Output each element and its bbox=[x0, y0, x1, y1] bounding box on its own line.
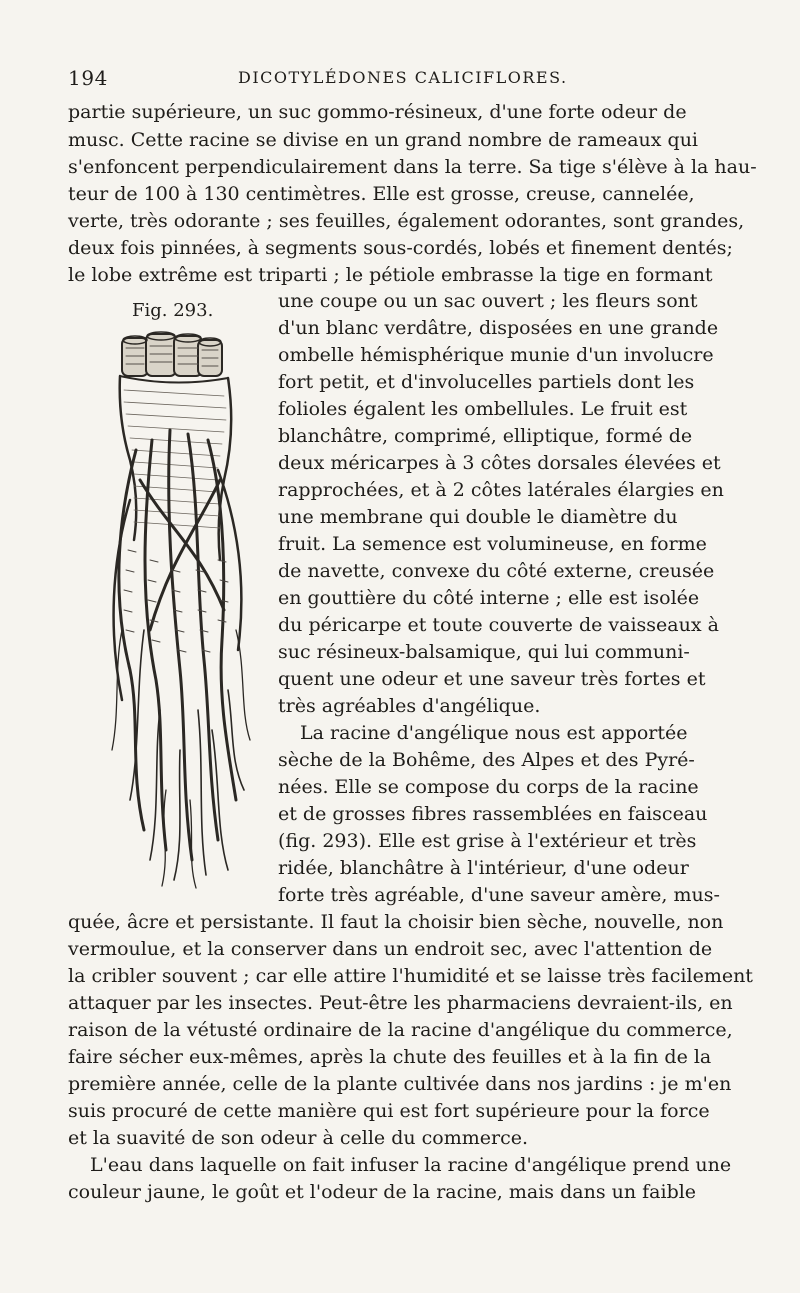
text-line: de navette, convexe du côté externe, creusée bbox=[278, 560, 715, 582]
text-line: (fig. 293). Elle est grise à l'extérieur et très bbox=[278, 830, 697, 852]
text-line: teur de 100 à 130 centimètres. Elle est grosse, creuse, cannelée, bbox=[68, 183, 695, 205]
text-line: L'eau dans laquelle on fait infuser la racine d'angélique prend une bbox=[90, 1154, 732, 1176]
text-line: très agréables d'angélique. bbox=[278, 695, 541, 717]
text-line: couleur jaune, le goût et l'odeur de la racine, mais dans un faible bbox=[68, 1181, 697, 1203]
text-line: vermoulue, et la conserver dans un endroit sec, avec l'attention de bbox=[68, 938, 713, 960]
text-line: d'un blanc verdâtre, disposées en une grande bbox=[278, 317, 719, 339]
text-line: La racine d'angélique nous est apportée bbox=[300, 722, 688, 744]
text-line: suc résineux-balsamique, qui lui communi- bbox=[278, 641, 690, 663]
text-line: une membrane qui double le diamètre du bbox=[278, 506, 678, 528]
angelica-root-illustration bbox=[100, 330, 260, 890]
text-line: le lobe extrême est triparti ; le pétiole embrasse la tige en formant bbox=[68, 264, 713, 286]
text-line: du péricarpe et toute couverte de vaisseaux à bbox=[278, 614, 719, 636]
running-title: DICOTYLÉDONES CALICIFLORES. bbox=[238, 68, 568, 87]
text-line: verte, très odorante ; ses feuilles, également odorantes, sont grandes, bbox=[68, 210, 745, 232]
text-line: et de grosses fibres rassemblées en faisceau bbox=[278, 803, 708, 825]
text-line: musc. Cette racine se divise en un grand nombre de rameaux qui bbox=[68, 129, 699, 151]
text-line: en gouttière du côté interne ; elle est isolée bbox=[278, 587, 700, 609]
text-line: forte très agréable, d'une saveur amère, mus- bbox=[278, 884, 720, 906]
text-line: deux méricarpes à 3 côtes dorsales élevées et bbox=[278, 452, 721, 474]
text-line: partie supérieure, un suc gommo-résineux, d'une forte odeur de bbox=[68, 101, 687, 123]
text-line: une coupe ou un sac ouvert ; les fleurs sont bbox=[278, 290, 698, 312]
text-line: première année, celle de la plante cultivée dans nos jardins : je m'en bbox=[68, 1073, 732, 1095]
text-line: folioles égalent les ombellules. Le fruit est bbox=[278, 398, 688, 420]
figure-293 bbox=[100, 300, 260, 890]
text-line: attaquer par les insectes. Peut-être les pharmaciens devraient-ils, en bbox=[68, 992, 733, 1014]
text-line: quée, âcre et persistante. Il faut la choisir bien sèche, nouvelle, non bbox=[68, 911, 724, 933]
text-line: nées. Elle se compose du corps de la racine bbox=[278, 776, 699, 798]
text-line: fort petit, et d'involucelles partiels dont les bbox=[278, 371, 695, 393]
text-line: et la suavité de son odeur à celle du commerce. bbox=[68, 1127, 529, 1149]
page-number: 194 bbox=[68, 66, 108, 90]
text-line: ombelle hémisphérique munie d'un involucre bbox=[278, 344, 714, 366]
text-line: sèche de la Bohême, des Alpes et des Pyré- bbox=[278, 749, 695, 771]
figure-label: Fig. 293. bbox=[132, 300, 214, 321]
text-line: rapprochées, et à 2 côtes latérales élargies en bbox=[278, 479, 724, 501]
text-line: s'enfoncent perpendiculairement dans la terre. Sa tige s'élève à la hau- bbox=[68, 156, 757, 178]
text-line: blanchâtre, comprimé, elliptique, formé de bbox=[278, 425, 693, 447]
text-line: suis procuré de cette manière qui est fort supérieure pour la force bbox=[68, 1100, 710, 1122]
page-header bbox=[68, 66, 668, 92]
text-line: faire sécher eux-mêmes, après la chute des feuilles et à la fin de la bbox=[68, 1046, 712, 1068]
text-line: quent une odeur et une saveur très fortes et bbox=[278, 668, 706, 690]
text-line: raison de la vétusté ordinaire de la racine d'angélique du commerce, bbox=[68, 1019, 733, 1041]
text-line: la cribler souvent ; car elle attire l'humidité et se laisse très facilement bbox=[68, 965, 753, 987]
text-line: ridée, blanchâtre à l'intérieur, d'une odeur bbox=[278, 857, 689, 879]
text-line: fruit. La semence est volumineuse, en forme bbox=[278, 533, 707, 555]
text-line: deux fois pinnées, à segments sous-cordés, lobés et finement dentés; bbox=[68, 237, 733, 259]
